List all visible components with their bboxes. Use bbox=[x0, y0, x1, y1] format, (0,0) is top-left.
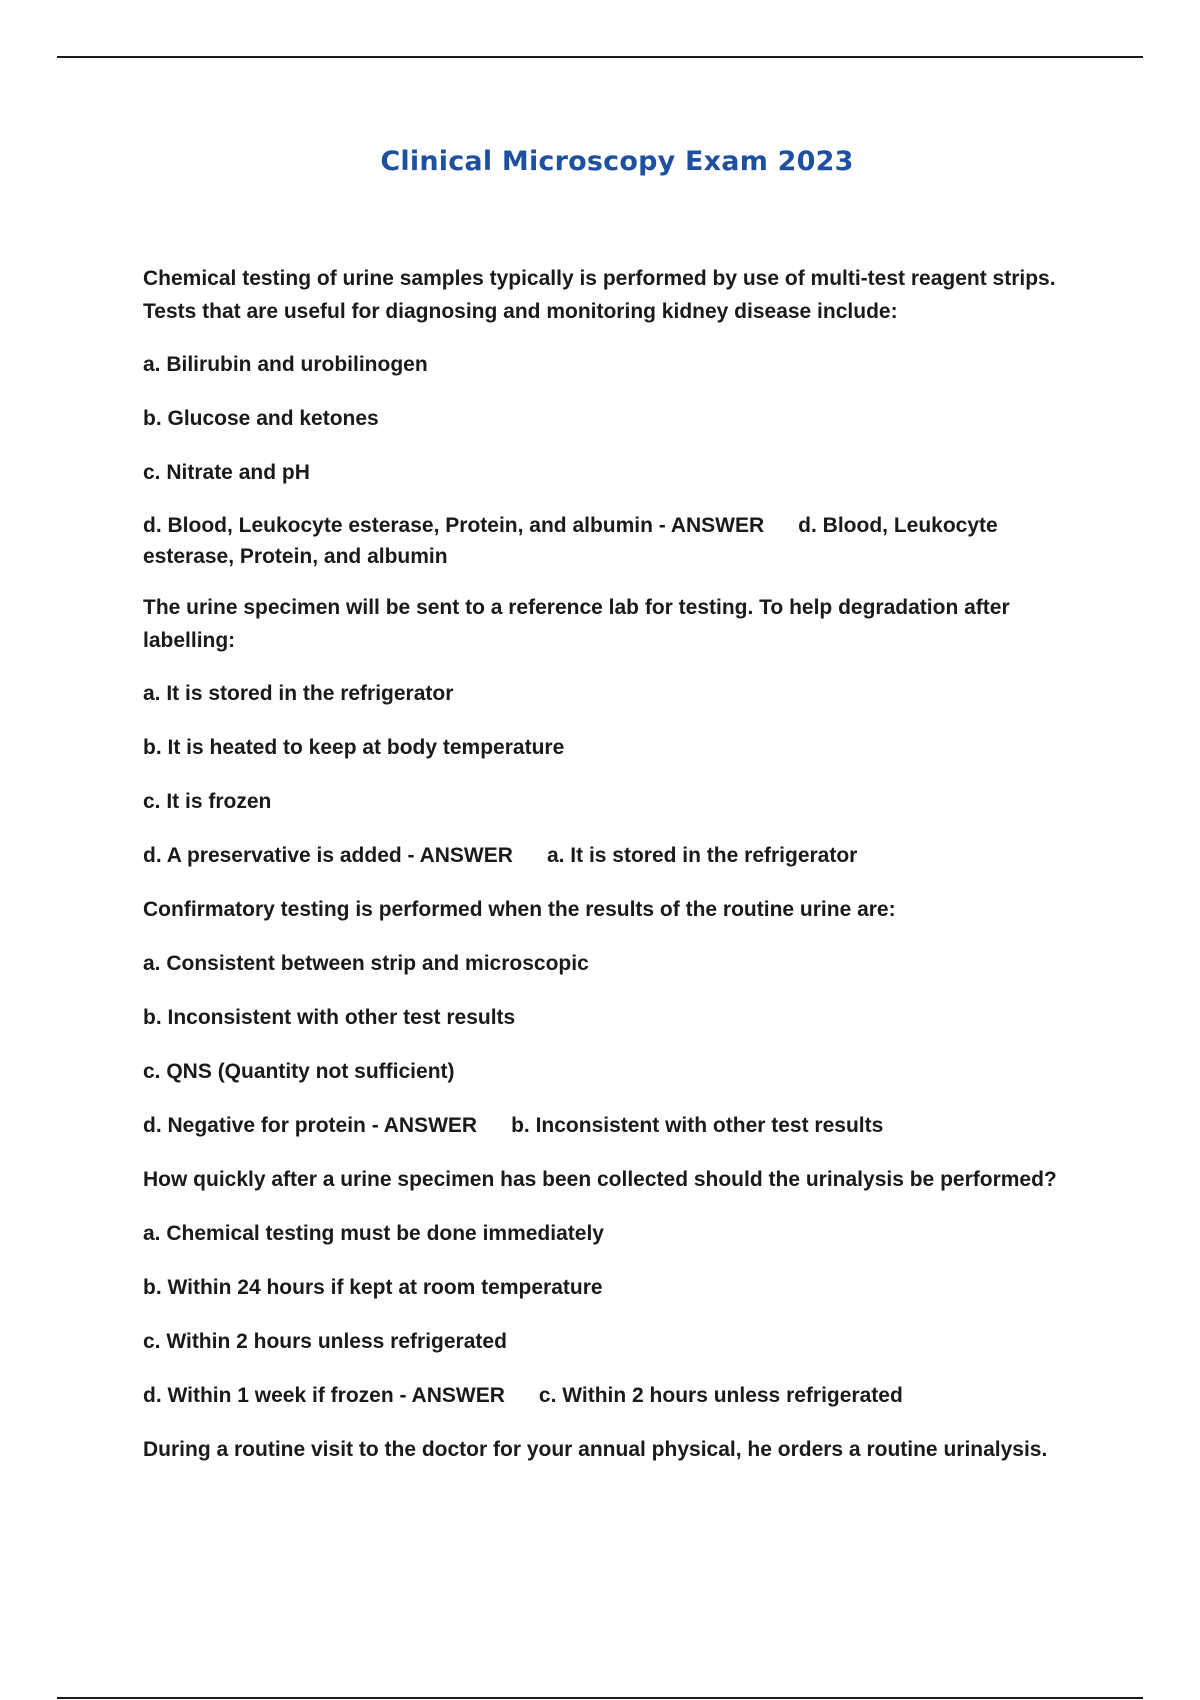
option-d: d. A preservative is added - ANSWER bbox=[143, 844, 513, 867]
option-c: c. QNS (Quantity not sufficient) bbox=[143, 1060, 455, 1083]
option-d-answer-line bbox=[143, 1379, 1083, 1413]
question-text: Chemical testing of urine samples typically is performed by use of multi-test reagent strips. Tests that are useful for diagnosing and monitoring kidney disease include: bbox=[143, 267, 1056, 323]
option-d: d. Within 1 week if frozen - ANSWER bbox=[143, 1384, 505, 1407]
option-b: b. Glucose and ketones bbox=[143, 407, 379, 430]
question-text: The urine specimen will be sent to a reference lab for testing. To help degradation after labelling: bbox=[143, 596, 1010, 652]
document-title: Clinical Microscopy Exam 2023 bbox=[380, 146, 854, 177]
question-text: How quickly after a urine specimen has been collected should the urinalysis be performed? bbox=[143, 1168, 1057, 1191]
bottom-rule bbox=[57, 1697, 1143, 1699]
answer-text: c. Within 2 hours unless refrigerated bbox=[538, 1384, 903, 1407]
answer-text: b. Inconsistent with other test results bbox=[511, 1114, 884, 1137]
option-a: a. Bilirubin and urobilinogen bbox=[143, 353, 428, 376]
option-c: c. Within 2 hours unless refrigerated bbox=[143, 1330, 507, 1353]
answer-text: d. Blood, Leukocyte esterase, Protein, and albumin bbox=[143, 514, 998, 568]
option-d-answer-line bbox=[143, 839, 1083, 873]
question-text: During a routine visit to the doctor for your annual physical, he orders a routine urinalysis. bbox=[143, 1438, 1048, 1461]
option-d: d. Negative for protein - ANSWER bbox=[143, 1114, 478, 1137]
question-text: Confirmatory testing is performed when the results of the routine urine are: bbox=[143, 898, 896, 921]
option-b: b. Inconsistent with other test results bbox=[143, 1006, 516, 1029]
option-c: c. It is frozen bbox=[143, 790, 272, 813]
option-d-answer-line bbox=[143, 1109, 1083, 1143]
option-b: b. Within 24 hours if kept at room temperature bbox=[143, 1276, 603, 1299]
exam-content bbox=[143, 262, 1083, 1487]
option-a: a. Consistent between strip and microscopic bbox=[143, 952, 589, 975]
option-a: a. It is stored in the refrigerator bbox=[143, 682, 454, 705]
option-d: d. Blood, Leukocyte esterase, Protein, and albumin - ANSWER bbox=[143, 514, 765, 537]
option-b: b. It is heated to keep at body temperature bbox=[143, 736, 565, 759]
top-rule bbox=[57, 56, 1143, 58]
option-a: a. Chemical testing must be done immediately bbox=[143, 1222, 604, 1245]
answer-text: a. It is stored in the refrigerator bbox=[546, 844, 858, 867]
option-c: c. Nitrate and pH bbox=[143, 461, 310, 484]
option-d-answer-line bbox=[143, 510, 1083, 572]
